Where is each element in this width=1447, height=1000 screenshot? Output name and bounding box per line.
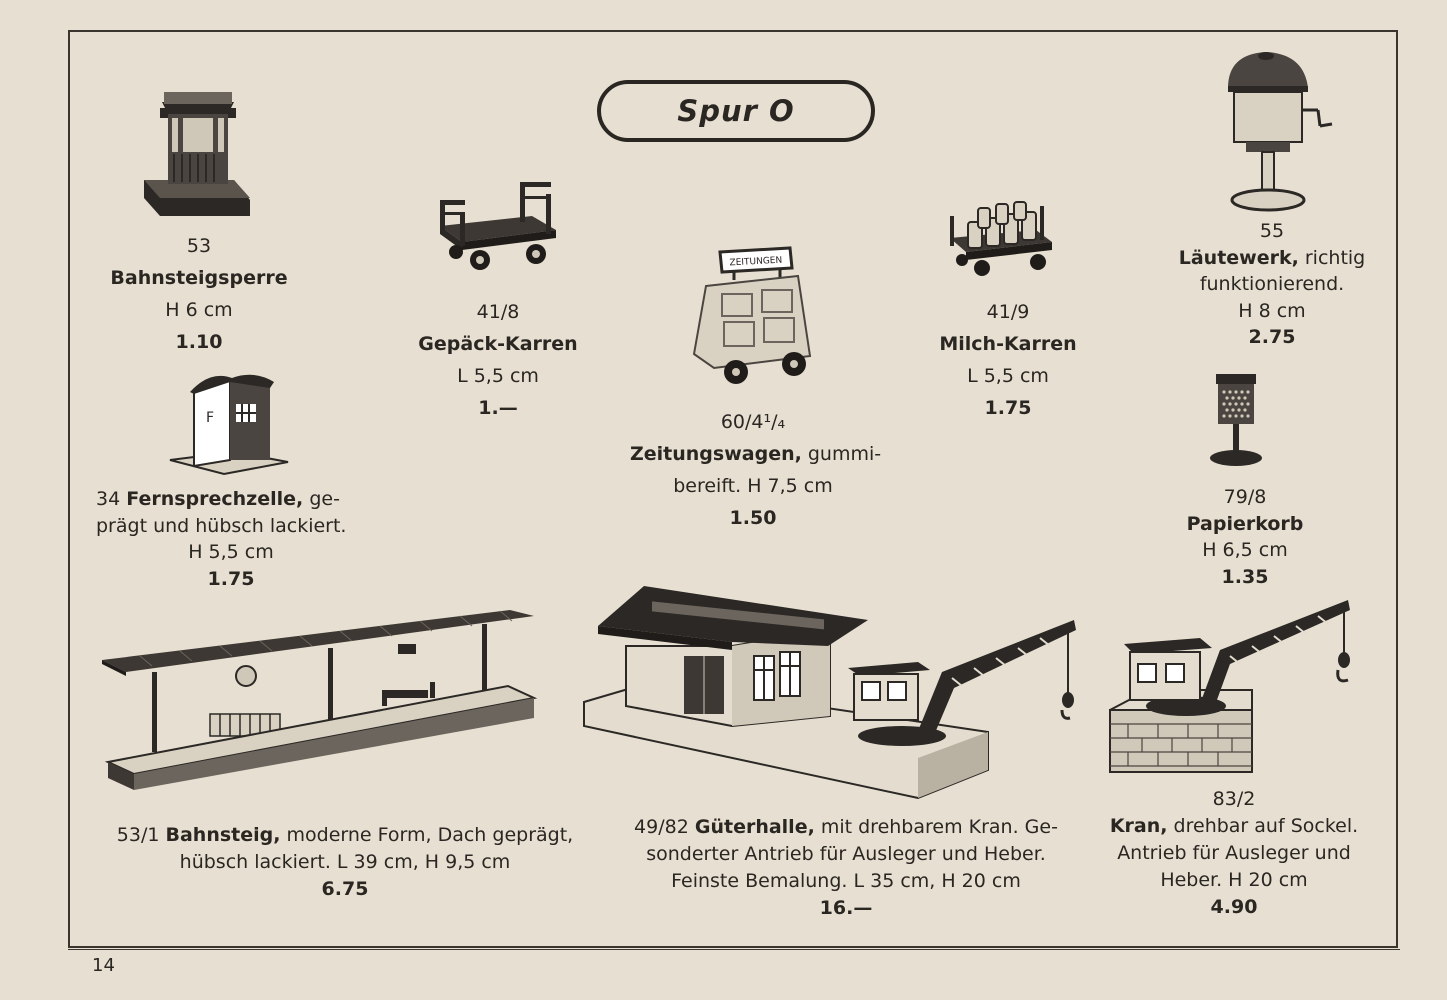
item-name: Fernsprechzelle, (126, 488, 304, 510)
fernsprechzelle-illustration (166, 370, 294, 482)
bahnsteig-caption (100, 822, 590, 903)
item-desc: sonderter Antrieb für Ausleger und Heber. (646, 843, 1046, 865)
bahnsteigsperre-illustration (138, 88, 254, 220)
zeitungen-sign-text: ZEITUNGEN (729, 255, 783, 269)
item-price: 4.90 (1210, 896, 1258, 918)
item-name: Zeitungswagen, (630, 443, 802, 465)
item-number: 41/8 (476, 301, 520, 323)
item-desc: richtig (1304, 246, 1366, 269)
item-desc: Feinste Bemalung. L 35 cm, H 20 cm (671, 870, 1021, 892)
item-name: Läutewerk, (1178, 246, 1299, 269)
item-price: 1.50 (729, 507, 777, 529)
item-name: Bahnsteig, (165, 824, 281, 846)
item-price: 6.75 (321, 878, 369, 900)
item-price: 1.— (478, 397, 518, 419)
milch-karren-caption (908, 296, 1108, 424)
item-number: 53/1 (116, 824, 160, 846)
fernsprechzelle-caption (96, 486, 366, 592)
item-desc: gummi- (807, 443, 882, 465)
item-number: 79/8 (1223, 486, 1267, 508)
item-name: Milch-Karren (939, 333, 1077, 355)
gueterhalle-caption (604, 814, 1088, 922)
milch-karren-illustration (944, 200, 1056, 280)
gepaeck-karren-illustration (432, 178, 560, 278)
zeitungswagen-caption (630, 406, 882, 534)
item-number: 83/2 (1212, 788, 1256, 810)
item-desc: moderne Form, Dach geprägt, (286, 824, 574, 846)
papierkorb-illustration (1206, 370, 1266, 470)
item-price: 1.75 (984, 397, 1032, 419)
item-desc: drehbar auf Sockel. (1173, 815, 1359, 837)
gepaeck-karren-caption (398, 296, 598, 424)
item-name: Bahnsteigsperre (110, 267, 288, 289)
item-desc: ge- (309, 488, 340, 510)
kran-caption (1094, 786, 1374, 921)
laeutewerk-illustration (1216, 48, 1340, 216)
item-number: 49/82 (634, 816, 689, 838)
item-size: L 5,5 cm (967, 365, 1049, 387)
item-name: Güterhalle, (694, 816, 815, 838)
phone-booth-letter: F (205, 410, 215, 426)
item-size: L 5,5 cm (457, 365, 539, 387)
item-price: 1.10 (175, 331, 223, 353)
item-number: 53 (186, 235, 212, 257)
item-name: Gepäck-Karren (418, 333, 578, 355)
bahnsteigsperre-caption (100, 230, 298, 358)
item-price: 2.75 (1248, 326, 1296, 348)
item-number: 55 (1259, 220, 1285, 242)
gueterhalle-illustration (582, 586, 1080, 808)
item-desc: prägt und hübsch lackiert. (96, 514, 347, 537)
item-price: 1.75 (207, 567, 255, 590)
page-number: 14 (92, 955, 115, 976)
item-number: 41/9 (986, 301, 1030, 323)
page-title: Spur O (597, 80, 875, 142)
item-price: 1.35 (1221, 565, 1269, 588)
item-size: H 5,5 cm (188, 541, 274, 563)
bahnsteig-illustration (100, 602, 540, 792)
item-name: Papierkorb (1186, 512, 1304, 535)
kran-illustration (1104, 594, 1366, 778)
item-desc: Antrieb für Ausleger und (1117, 842, 1351, 864)
item-price: 16.— (819, 897, 873, 919)
laeutewerk-caption (1164, 218, 1380, 351)
item-size: H 8 cm (1238, 299, 1306, 322)
item-desc: funktionierend. (1199, 273, 1345, 295)
item-desc: bereift. H 7,5 cm (673, 475, 833, 497)
item-number: 60/4¹/₄ (720, 411, 786, 433)
item-desc: Heber. H 20 cm (1160, 869, 1308, 891)
item-name: Kran, (1109, 815, 1168, 837)
papierkorb-caption (1164, 484, 1326, 590)
item-size: H 6 cm (165, 299, 233, 321)
item-size: H 6,5 cm (1202, 539, 1288, 561)
bottom-rule (68, 949, 1400, 950)
item-desc: hübsch lackiert. L 39 cm, H 9,5 cm (179, 851, 511, 873)
item-desc: mit drehbarem Kran. Ge- (820, 816, 1058, 838)
item-number: 34 (96, 488, 121, 510)
zeitungswagen-illustration (690, 246, 820, 392)
